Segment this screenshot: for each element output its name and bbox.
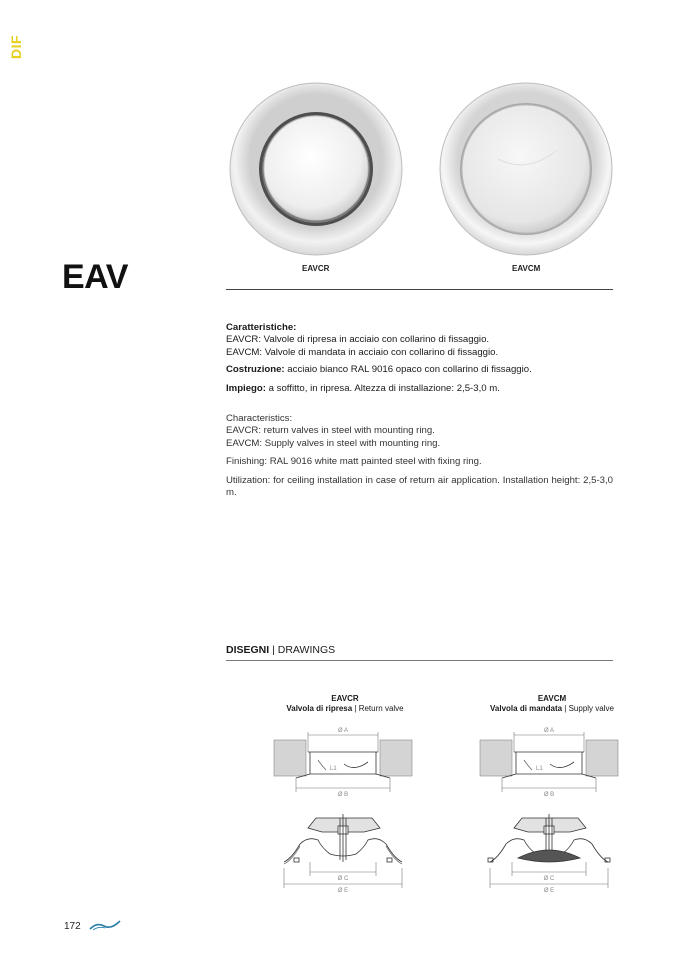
italian-construction-label: Costruzione: xyxy=(226,364,285,375)
drawings-heading-en: DRAWINGS xyxy=(277,644,336,656)
italian-characteristics-title: Caratteristiche: xyxy=(226,322,297,333)
page-number: 172 xyxy=(64,921,81,932)
dim-b-label: Ø B xyxy=(337,792,349,798)
dim-a-label: Ø A xyxy=(543,728,555,734)
dim-c-label: Ø C xyxy=(543,876,555,882)
eavcm-drawing-name-en: Supply valve xyxy=(568,704,614,713)
italian-characteristics xyxy=(226,322,613,359)
english-finishing-label: Finishing: xyxy=(226,456,268,467)
english-finishing xyxy=(226,456,613,468)
eavcr-caption: EAVCR xyxy=(302,264,330,273)
italian-char-line: EAVCM: Valvole di mandata in acciaio con collarino di fissaggio. xyxy=(226,346,499,358)
eavcm-caption: EAVCM xyxy=(512,264,541,273)
english-utilization-label: Utilization: xyxy=(226,475,271,486)
drawings-heading-sep: | xyxy=(269,644,278,656)
section-tab-label: DIF xyxy=(8,34,24,60)
dim-l1-label: L1 xyxy=(330,766,337,772)
drawings-heading xyxy=(226,644,335,656)
dim-a-label: Ø A xyxy=(337,728,349,734)
italian-usage-label: Impiego: xyxy=(226,383,266,394)
english-utilization xyxy=(226,475,613,500)
italian-char-line: EAVCR: Valvole di ripresa in acciaio con collarino di fissaggio. xyxy=(226,334,490,346)
ceiling-section-left xyxy=(480,740,512,776)
eavcr-drawing-code: EAVCR xyxy=(331,694,359,703)
ceiling-section-right xyxy=(586,740,618,776)
eavcm-technical-drawing xyxy=(478,722,620,902)
dim-b-label: Ø B xyxy=(543,792,555,798)
ceiling-section-left xyxy=(274,740,306,776)
italian-usage-text: a soffitto, in ripresa. Altezza di installazione: 2,5-3,0 m. xyxy=(265,383,500,394)
eavcr-drawing-name-it: Valvola di ripresa xyxy=(286,704,353,713)
english-finishing-text: RAL 9016 white matt painted steel with fixing ring. xyxy=(267,456,482,467)
eavcm-drawing-name-it: Valvola di mandata xyxy=(490,704,563,713)
dim-c-label: Ø C xyxy=(337,876,349,882)
dim-e-label: Ø E xyxy=(337,888,349,894)
eavcr-drawing-name-en: Return valve xyxy=(358,704,404,713)
italian-construction-text: acciaio bianco RAL 9016 opaco con collarino di fissaggio. xyxy=(284,364,532,375)
eavcm-drawing-sep: | xyxy=(562,704,569,713)
ceiling-section-right xyxy=(380,740,412,776)
drawings-heading-it: DISEGNI xyxy=(226,644,270,656)
italian-construction xyxy=(226,364,613,376)
divider xyxy=(226,289,613,290)
english-utilization-text: for ceiling installation in case of return air application. Installation height: 2,5-3,0 m. xyxy=(226,475,613,499)
eavcr-drawing-title xyxy=(265,694,425,714)
product-title: EAV xyxy=(62,258,128,296)
dim-e-label: Ø E xyxy=(543,888,555,894)
eavcm-product-photo xyxy=(438,79,614,259)
english-characteristics-title: Characteristics: xyxy=(226,413,293,424)
italian-usage xyxy=(226,383,613,395)
eavcr-drawing-sep: | xyxy=(352,704,359,713)
eavcr-technical-drawing xyxy=(272,722,414,902)
english-characteristics xyxy=(226,413,613,450)
section-tab xyxy=(8,32,24,62)
eavcr-product-photo xyxy=(226,79,406,259)
dim-l1-label: L1 xyxy=(536,766,543,772)
english-char-line: EAVCR: return valves in steel with mounting ring. xyxy=(226,425,435,437)
wave-logo-icon xyxy=(89,918,121,932)
drawings-divider xyxy=(226,660,613,661)
english-char-line: EAVCM: Supply valves in steel with mounting ring. xyxy=(226,437,441,449)
eavcm-drawing-code: EAVCM xyxy=(537,694,567,703)
eavcm-drawing-title xyxy=(472,694,632,714)
